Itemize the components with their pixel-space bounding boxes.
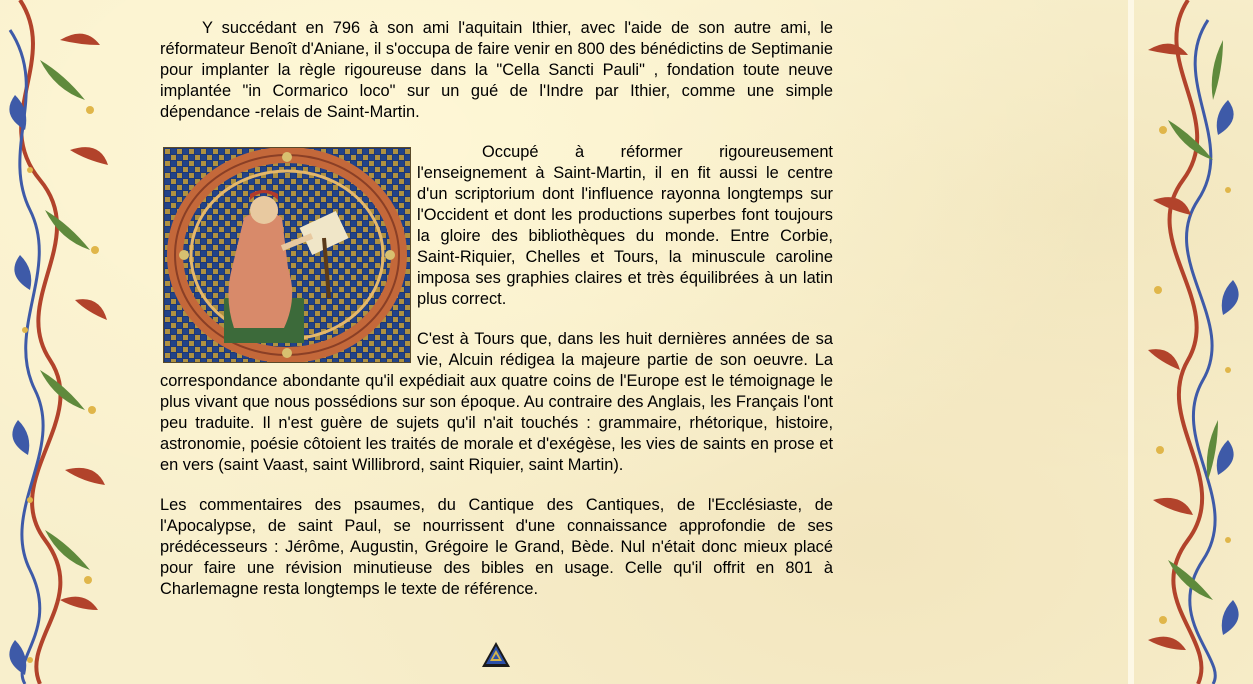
paragraph-1-text: Y succédant en 796 à son ami l'aquitain Ithier, avec l'aide de son autre ami, le réformateur Benoît d'Aniane, il s'occupa de faire venir en 800 des bénédictins de Septimanie pour implanter la règle rigoureuse dans la "Cella Sancti Pauli" , fondation toute neuve implantée "in Cormarico loco" sur un gué de l'Indre par Ithier, comme une simple dépendance -relais de Saint-Martin.: [160, 19, 833, 121]
paragraph-3-text: C'est à Tours que, dans les huit dernières années de sa vie, Alcuin rédigea la majeure partie de son oeuvre. La correspondance abondante qu'il expédiait aux quatre coins de l'Europe est le témoignage le plus vivant que nous possédions sur son époque. Au contraire des Anglais, les Français l'ont peu traduite. Il n'est guère de sujets qu'il n'ait touchés : grammaire, rhétorique, histoire, astronomie, poésie côtoient les traités de morale et d'exégèse, les vies de saints en prose et en vers (saint Vaast, saint Willibrord, saint Riquier, saint Martin).: [160, 330, 833, 474]
paragraph-1: [160, 18, 833, 123]
article-body: [160, 18, 833, 619]
right-decorative-border: [1128, 0, 1253, 684]
up-triangle-icon: [480, 640, 512, 670]
paragraph-4: [160, 495, 833, 600]
paragraph-2-text: Occupé à réformer rigoureusement l'enseignement à Saint-Martin, il en fit aussi le centre d'un scriptorium dont l'influence rayonna longtemps sur l'Occident et dont les productions superbes font toujours la gloire des bibliothèques du monde. Entre Corbie, Saint-Riquier, Chelles et Tours, la minuscule caroline imposa ses graphies claires et très équilibrées à un latin plus correct.: [417, 143, 833, 308]
paragraph-4-text: Les commentaires des psaumes, du Cantique des Cantiques, de l'Ecclésiaste, de l'Apocalypse, de saint Paul, se nourrissent d'une connaissance approfondie de ses prédécesseurs : Jérôme, Augustin, Grégoire le Grand, Bède. Nul n'était donc mieux placé pour faire une révision minutieuse des bibles en usage. Celle qu'il offrit en 801 à Charlemagne resta longtemps le texte de référence.: [160, 496, 833, 598]
back-to-top-button[interactable]: [480, 640, 512, 670]
left-decorative-border: [0, 0, 118, 684]
illuminated-letter-scribe-icon: [164, 148, 410, 362]
illuminated-initial-image: [163, 147, 411, 363]
